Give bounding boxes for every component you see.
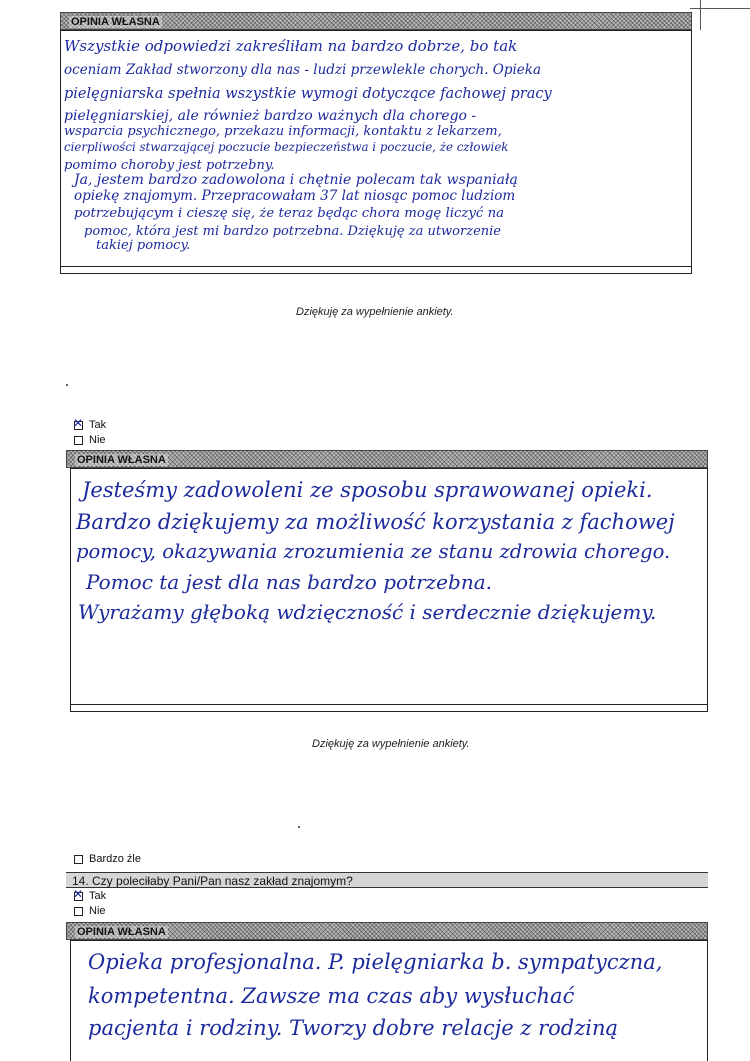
option-label: Bardzo źle	[89, 853, 141, 865]
checkbox-unchecked[interactable]	[74, 855, 83, 864]
handwritten-line: pacjenta i rodziny. Tworzy dobre relacje z rodziną	[88, 1016, 619, 1040]
handwritten-line: Jesteśmy zadowoleni ze sposobu sprawowanej opieki.	[82, 478, 653, 502]
handwritten-line: potrzebującym i cieszę się, że teraz będąc chora mogę liczyć na	[74, 206, 505, 221]
handwritten-line: Wszystkie odpowiedzi zakreśliłam na bardzo dobrze, bo tak	[64, 37, 518, 55]
scan-speck	[66, 384, 68, 386]
handwritten-line: pomocy, okazywania zrozumienia ze stanu zdrowia chorego.	[76, 540, 671, 563]
option-label: Tak	[89, 419, 107, 431]
section2-header-label: OPINIA WŁASNA	[77, 454, 166, 466]
checkbox-checked[interactable]	[73, 415, 84, 430]
checkbox-unchecked[interactable]	[74, 436, 83, 445]
section2-header	[66, 450, 708, 468]
handwritten-line: pomoc, która jest mi bardzo potrzebna. Dziękuję za utworzenie	[84, 224, 501, 239]
question-text: 14. Czy poleciłaby Pani/Pan nasz zakład znajomym?	[72, 874, 353, 888]
handwritten-line: pielęgniarskiej, ale również bardzo ważnych dla chorego -	[64, 108, 477, 124]
section3-header-label: OPINIA WŁASNA	[77, 926, 166, 938]
checkmark-icon: ✕	[73, 886, 84, 901]
section2-thanks-text: Dziękuję za wypełnienie ankiety.	[312, 738, 470, 750]
section1-header	[60, 12, 692, 30]
option-label: Nie	[89, 434, 106, 446]
checkbox-checked[interactable]	[73, 886, 84, 901]
section2-bottom-rule	[71, 704, 707, 711]
handwritten-line: pomimo choroby jest potrzebny.	[64, 158, 275, 173]
handwritten-line: Pomoc ta jest dla nas bardzo potrzebna.	[86, 570, 492, 594]
section3-option-bardzo-zle[interactable]	[74, 853, 141, 865]
handwritten-line: Wyrażamy głęboką wdzięczność i serdecznie dziękujemy.	[78, 600, 657, 624]
scan-edge-right	[700, 0, 701, 30]
handwritten-line: Opieka profesjonalna. P. pielęgniarka b. sympatyczna,	[88, 950, 663, 974]
handwritten-line: kompetentna. Zawsze ma czas aby wysłuchać	[88, 984, 575, 1008]
handwritten-line: wsparcia psychicznego, przekazu informacji, kontaktu z lekarzem,	[64, 124, 502, 139]
option-label: Tak	[89, 890, 107, 902]
handwritten-line: takiej pomocy.	[96, 238, 191, 253]
option-label: Nie	[89, 905, 106, 917]
handwritten-line: Ja, jestem bardzo zadowolona i chętnie polecam tak wspaniałą	[74, 172, 518, 188]
section1-header-label: OPINIA WŁASNA	[71, 16, 160, 28]
section3-header	[66, 922, 708, 940]
handwritten-line: oceniam Zakład stworzony dla nas - ludzi przewlekle chorych. Opieka	[64, 62, 542, 78]
handwritten-line: cierpliwości stwarzającej poczucie bezpieczeństwa i poczucie, że człowiek	[64, 140, 509, 154]
scan-speck	[298, 826, 300, 828]
checkbox-unchecked[interactable]	[74, 907, 83, 916]
handwritten-line: pielęgniarska spełnia wszystkie wymogi dotyczące fachowej pracy	[64, 86, 552, 102]
section3-option-tak[interactable]	[73, 886, 107, 902]
section1-thanks-text: Dziękuję za wypełnienie ankiety.	[296, 306, 454, 318]
handwritten-line: Bardzo dziękujemy za możliwość korzystania z fachowej	[76, 510, 675, 534]
section1-bottom-rule	[61, 266, 691, 273]
section2-option-tak[interactable]	[73, 415, 107, 431]
question-14	[66, 872, 708, 888]
checkmark-icon: ✕	[73, 415, 84, 430]
section2-option-nie[interactable]	[74, 434, 106, 446]
scan-edge-top	[690, 8, 750, 9]
section3-option-nie[interactable]	[74, 905, 106, 917]
handwritten-line: opiekę znajomym. Przepracowałam 37 lat niosąc pomoc ludziom	[74, 188, 516, 204]
